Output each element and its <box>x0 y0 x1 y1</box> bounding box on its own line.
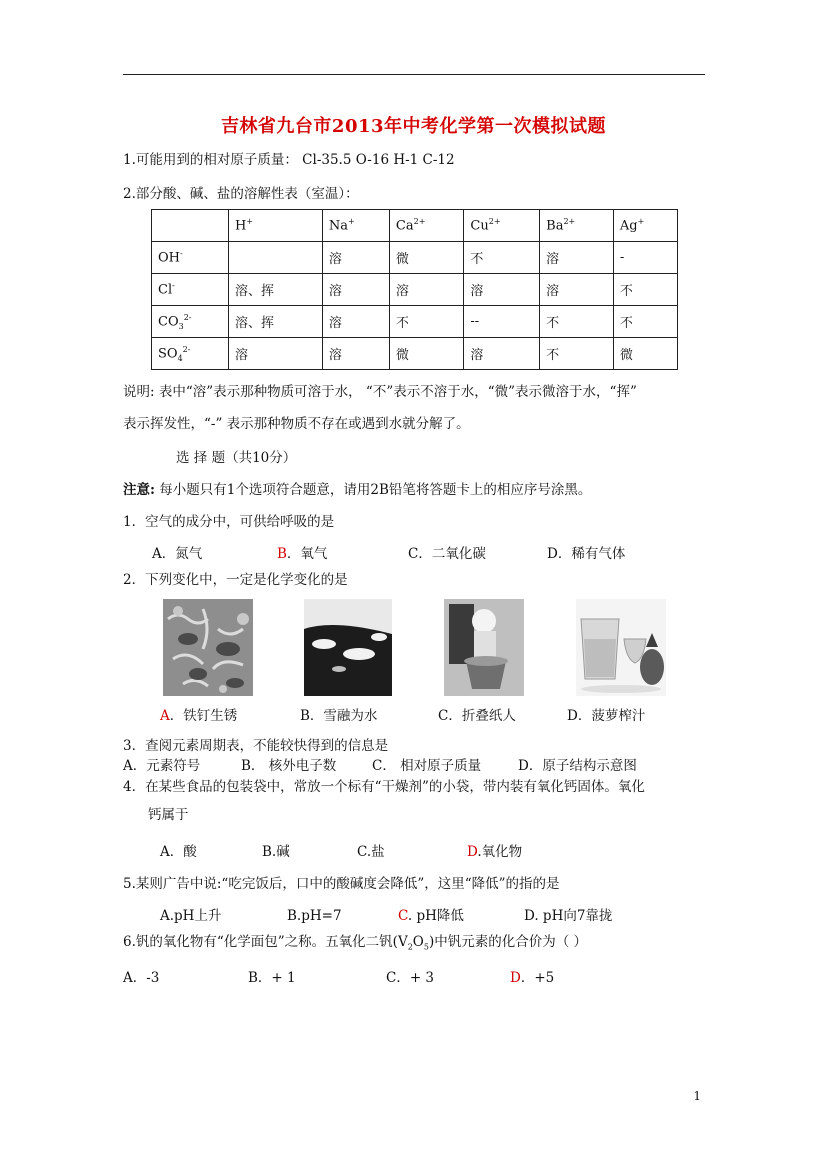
q2-option-d: D．菠萝榨汁 <box>567 708 646 724</box>
table-cell: 不 <box>540 306 614 338</box>
table-cell: 微 <box>389 242 463 274</box>
atomic-mass-line: 1.可能用到的相对原子质量： Cl-35.5 O-16 H-1 C-12 <box>123 152 455 168</box>
table-cell: 不 <box>540 338 614 370</box>
question-4-stem-2: 钙属于 <box>148 807 189 823</box>
q5-option-b: B.pH=7 <box>287 908 342 924</box>
table-header-cell: $Cu^{2+}$ <box>464 210 540 242</box>
paper-figure-image <box>444 599 524 696</box>
question-4-stem-1: 4．在某些食品的包装袋中，常放一个标有“干燥剂”的小袋，带内装有氧化钙固体。氧化 <box>123 779 645 795</box>
table-cell: 溶 <box>540 242 614 274</box>
table-cell: 溶 <box>540 274 614 306</box>
table-cell: 溶 <box>322 242 389 274</box>
table-cell: 溶 <box>464 274 540 306</box>
q5-option-a: A.pH上升 <box>160 908 222 924</box>
table-cell: 不 <box>613 306 677 338</box>
q1-option-c: C．二氧化碳 <box>408 546 486 562</box>
q6-sub-1: 2 <box>407 942 413 952</box>
pineapple-juice-image <box>576 599 666 696</box>
table-cell: 微 <box>389 338 463 370</box>
q3-option-b: B． 核外电子数 <box>241 758 337 774</box>
table-cell: 溶 <box>322 338 389 370</box>
table-corner-cell <box>152 210 229 242</box>
q6-option-d-text: ．+5 <box>520 970 555 986</box>
table-cell: 微 <box>613 338 677 370</box>
page-title: 吉林省九台市2013年中考化学第一次模拟试题 <box>220 116 607 137</box>
q1-option-d: D．稀有气体 <box>547 546 626 562</box>
question-5-stem: 5.某则广告中说:“吃完饭后，口中的酸碱度会降低”，这里“降低”的指的是 <box>123 876 560 892</box>
table-cell: - <box>613 242 677 274</box>
q6-option-b: B．+ 1 <box>248 970 296 986</box>
q2-answer-letter: A <box>160 708 170 724</box>
q5-option-c <box>398 908 464 924</box>
question-2-stem: 2．下列变化中，一定是化学变化的是 <box>123 572 348 588</box>
question-1-stem: 1．空气的成分中，可供给呼吸的是 <box>123 514 335 530</box>
q5-option-d: D. pH向7靠拢 <box>524 908 613 924</box>
table-cell: 溶 <box>389 274 463 306</box>
q4-option-d-text: .氧化物 <box>477 844 523 860</box>
note-line-2: 表示挥发性，“-” 表示那种物质不存在或遇到水就分解了。 <box>123 416 470 432</box>
q6-stem-post: )中钒元素的化合价为（ ） <box>428 934 588 950</box>
melting-snow-image <box>304 599 392 696</box>
page-number: 1 <box>693 1089 701 1103</box>
table-cell: 溶 <box>464 338 540 370</box>
table-row <box>152 242 678 274</box>
note-line-1: 说明: 表中“溶”表示那种物质可溶于水， “不”表示不溶于水，“微”表示微溶于水，“挥” <box>123 384 637 400</box>
q1-option-b-text: ．氧气 <box>286 546 328 562</box>
table-row-header: OH- <box>152 242 229 274</box>
question-6-stem <box>123 934 587 956</box>
q6-option-a: A．-3 <box>123 970 160 986</box>
table-header-row <box>152 210 678 242</box>
table-cell: 溶、挥 <box>229 274 323 306</box>
attention-label: 注意: <box>123 482 155 498</box>
table-header-cell: H+ <box>229 210 323 242</box>
q3-option-a: A．元素符号 <box>123 758 201 774</box>
table-header-cell: $Ca^{2+}$ <box>389 210 463 242</box>
table-cell: 不 <box>464 242 540 274</box>
table-header-cell: $Ba^{2+}$ <box>540 210 614 242</box>
table-cell: 溶 <box>229 338 323 370</box>
q6-stem-mid: O <box>412 934 424 950</box>
q1-answer-letter: B <box>277 546 287 562</box>
table-row-header: $SO_4^{2-}$ <box>152 338 229 370</box>
q6-option-d <box>510 970 554 986</box>
attention-line <box>123 482 591 498</box>
table-header-cell: Ag+ <box>613 210 677 242</box>
header-rule <box>123 74 705 75</box>
q3-option-d: D．原子结构示意图 <box>518 758 637 774</box>
table-cell: 不 <box>613 274 677 306</box>
q2-option-b: B．雪融为水 <box>300 708 378 724</box>
q2-option-a <box>160 708 237 724</box>
question-3-stem: 3．查阅元素周期表，不能较快得到的信息是 <box>123 738 389 754</box>
q4-option-c: C.盐 <box>357 844 385 860</box>
table-row-header: Cl- <box>152 274 229 306</box>
table-cell: -- <box>464 306 540 338</box>
table-cell <box>229 242 323 274</box>
q4-answer-letter: D <box>467 844 478 860</box>
table-cell: 溶 <box>322 274 389 306</box>
table-cell: 溶 <box>322 306 389 338</box>
q6-answer-letter: D <box>510 970 521 986</box>
q5-option-c-text: . pH降低 <box>407 908 464 924</box>
q2-option-a-text: ．铁钉生锈 <box>169 708 238 724</box>
table-row <box>152 274 678 306</box>
q6-option-c: C．+ 3 <box>386 970 435 986</box>
table-cell: 不 <box>389 306 463 338</box>
attention-text: 每小题只有1个选项符合题意，请用2B铅笔将答题卡上的相应序号涂黑。 <box>154 482 592 498</box>
table-row-header: $CO_3^{2-}$ <box>152 306 229 338</box>
table-row <box>152 338 678 370</box>
solubility-table <box>151 209 678 370</box>
q1-option-a: A．氮气 <box>152 546 203 562</box>
table-cell: 溶、挥 <box>229 306 323 338</box>
q2-option-c: C．折叠纸人 <box>438 708 516 724</box>
q1-option-b <box>277 546 327 562</box>
q5-answer-letter: C <box>398 908 408 924</box>
rusty-nails-image <box>163 599 253 696</box>
section-heading: 选 择 题（共10分） <box>176 450 297 466</box>
table-header-cell: Na+ <box>322 210 389 242</box>
q6-stem-pre: 6.钒的氧化物有“化学面包”之称。五氧化二钒(V <box>123 934 408 950</box>
q6-sub-2: 5 <box>423 942 429 952</box>
solubility-caption: 2.部分酸、碱、盐的溶解性表（室温）： <box>123 186 359 202</box>
q4-option-a: A．酸 <box>160 844 197 860</box>
q4-option-b: B.碱 <box>262 844 290 860</box>
q4-option-d <box>467 844 522 860</box>
table-row <box>152 306 678 338</box>
q3-option-c: C． 相对原子质量 <box>372 758 482 774</box>
